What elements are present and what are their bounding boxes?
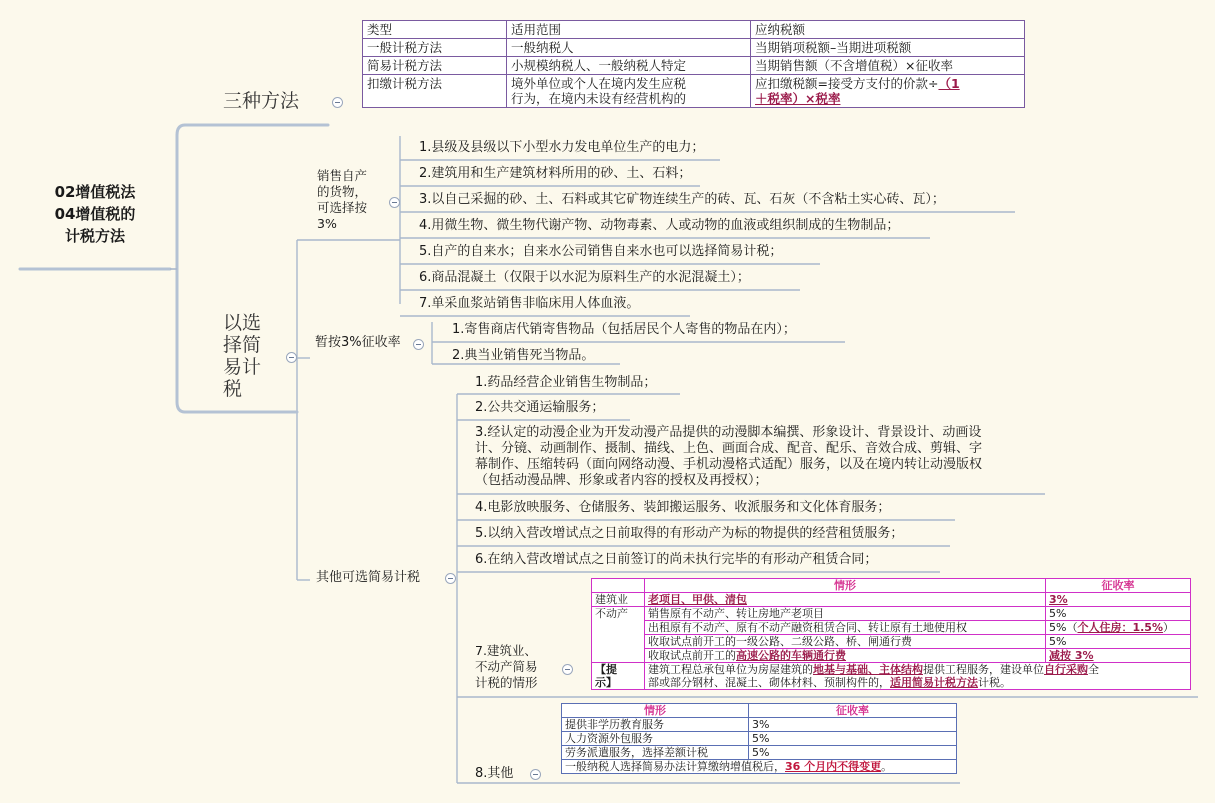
ot-note-text: 一般纳税人选择简易办法计算缴纳增值税后， — [565, 760, 785, 773]
cell-formula — [751, 75, 1025, 108]
item7-line-2: 不动产简易 — [475, 659, 538, 674]
ct-header-situation: 情形 — [645, 579, 1046, 593]
goods-item-1[interactable]: 1.县级及县级以下小型水力发电单位生产的电力； — [419, 140, 705, 155]
tip-text: 提供工程服务，建设单位 — [923, 663, 1044, 676]
goods-topic[interactable] — [317, 168, 367, 232]
ct-tip-label — [592, 663, 645, 690]
goods-item-7[interactable]: 7.单采血浆站销售非临床用人体血液。 — [419, 296, 640, 311]
item7-line-1: 7.建筑业、 — [475, 643, 537, 658]
other-item-1[interactable]: 1.药品经营企业销售生物制品； — [475, 375, 657, 390]
temp-topic[interactable]: 暂按3%征收率 — [315, 335, 401, 350]
ct-estate-rate — [1046, 621, 1191, 635]
temp-item-2[interactable]: 2.典当业销售死当物品。 — [452, 348, 595, 363]
goods-item-6[interactable]: 6.商品混凝土（仅限于以水泥为原料生产的水泥混凝土）； — [419, 270, 750, 285]
cell-type: 一般计税方法 — [363, 39, 507, 57]
ct-estate-situation — [645, 649, 1046, 663]
ot-rate: 5% — [749, 732, 957, 746]
ct-estate-situation: 收取试点前开工的一级公路、二级公路、桥、闸通行费 — [645, 635, 1046, 649]
ct-estate-rate: 5% — [1046, 635, 1191, 649]
ct-header-rate: 征收率 — [1046, 579, 1191, 593]
goods-item-4[interactable]: 4.用微生物、微生物代谢产物、动物毒素、人或动物的血液或组织制成的生物制品； — [419, 218, 900, 233]
tip-text: 建筑工程总承包单位为房屋建筑的 — [648, 663, 813, 676]
ct-build-situation: 老项目、甲供、清包 — [645, 593, 1046, 607]
temp-item-1[interactable]: 1.寄售商店代销寄售物品（包括居民个人寄售的物品在内）； — [452, 322, 796, 337]
tip-text: 计税。 — [978, 676, 1011, 689]
ot-situation: 人力资源外包服务 — [562, 732, 749, 746]
other-item-3-line-4: （包括动漫品牌、形象或者内容的授权及再授权）； — [475, 473, 768, 488]
ct-estate-rate: 5% — [1046, 607, 1191, 621]
ot-note-hl: 36 个月内不得变更 — [785, 760, 882, 773]
ct-estate-situation: 出租原有不动产、原有不动产融资租赁合同、转让原有土地使用权 — [645, 621, 1046, 635]
methods-topic[interactable]: 三种方法 — [223, 90, 300, 112]
collapse-other-icon[interactable] — [445, 573, 456, 584]
other-item-4[interactable]: 4.电影放映服务、仓储服务、装卸搬运服务、收派服务和文化体育服务； — [475, 500, 891, 515]
withhold-formula-hl: （1 — [938, 76, 960, 91]
tip-hl: 地基与基础、主体结构 — [813, 663, 923, 676]
th-type: 类型 — [363, 21, 507, 39]
other-rate-table — [561, 703, 957, 774]
goods-item-2[interactable]: 2.建筑用和生产建筑材料所用的砂、土、石料； — [419, 166, 692, 181]
optional-line-2: 择简 — [223, 334, 262, 356]
other-topic[interactable]: 其他可选简易计税 — [316, 570, 421, 585]
tip-hl: 适用简易计税方法 — [890, 676, 978, 689]
ot-note — [562, 760, 957, 774]
item8-topic[interactable]: 8.其他 — [475, 766, 514, 781]
withhold-formula-hl-2: ＋税率）×税率 — [755, 91, 841, 106]
root-topic[interactable] — [20, 181, 170, 247]
other-item-3-line-3: 幕制作、压缩转码（面向网络动漫、手机动漫格式适配）服务，以及在境内转让动漫版权 — [475, 457, 983, 472]
withhold-formula: 应扣缴税额=接受方支付的价款÷ — [755, 76, 939, 91]
ot-note-tail: 。 — [881, 760, 893, 773]
cell-scope: 一般纳税人 — [507, 39, 751, 57]
th-scope: 适用范围 — [507, 21, 751, 39]
other-item-3-line-2: 计、分镜、动画制作、摄制、描线、上色、画面合成、配音、配乐、音效合成、剪辑、字 — [475, 441, 983, 456]
root-line-2: 04增值税的 — [54, 205, 136, 223]
ct-build-rate: 3% — [1046, 593, 1191, 607]
ct-rate-tail: ） — [1162, 621, 1174, 634]
optional-line-1: 以选 — [223, 312, 262, 334]
other-item-6[interactable]: 6.在纳入营改增试点之日前签订的尚未执行完毕的有形动产租赁合同； — [475, 552, 878, 567]
collapse-goods-icon[interactable] — [389, 197, 400, 208]
optional-line-3: 易计 — [223, 356, 262, 378]
other-item-3-line-1: 3.经认定的动漫企业为开发动漫产品提供的动漫脚本编撰、形象设计、背景设计、动画设 — [475, 425, 982, 440]
scope-line-2: 行为，在境内未设有经营机构的 — [511, 91, 687, 106]
tip-text: 部或部分钢材、混凝土、砌体材料、预制构件的， — [648, 676, 890, 689]
goods-line-4: 3% — [317, 216, 337, 231]
th-formula: 应纳税额 — [751, 21, 1025, 39]
collapse-item8-icon[interactable] — [530, 769, 541, 780]
other-item-5[interactable]: 5.以纳入营改增试点之日前取得的有形动产为标的物提供的经营租赁服务； — [475, 526, 904, 541]
ct-situation-prefix: 收取试点前开工的 — [648, 649, 736, 662]
item7-line-3: 计税的情形 — [475, 675, 538, 690]
goods-item-3[interactable]: 3.以自己采掘的砂、土、石料或其它矿物连续生产的砖、瓦、石灰（不含粘土实心砖、瓦）； — [419, 192, 945, 207]
construction-table — [591, 578, 1191, 690]
ct-build-label: 建筑业 — [592, 593, 645, 607]
collapse-temp-icon[interactable] — [413, 339, 424, 350]
ct-estate-situation: 销售原有不动产、转让房地产老项目 — [645, 607, 1046, 621]
goods-line-3: 可选择按 — [317, 200, 368, 215]
ot-rate: 5% — [749, 746, 957, 760]
scope-line-1: 境外单位或个人在境内发生应税 — [511, 76, 687, 91]
collapse-methods-icon[interactable] — [332, 97, 343, 108]
root-line-1: 02增值税法 — [54, 183, 136, 201]
optional-line-4: 税 — [223, 378, 243, 400]
tip-label-1: 【提 — [595, 663, 617, 676]
ct-rate-hl: 个人住房：1.5% — [1077, 621, 1163, 634]
goods-line-1: 销售自产 — [317, 168, 368, 183]
methods-table — [362, 20, 1025, 108]
ot-situation: 劳务派遣服务，选择差额计税 — [562, 746, 749, 760]
ct-estate-label: 不动产 — [592, 607, 645, 663]
optional-topic[interactable] — [223, 312, 261, 400]
cell-formula: 当期销售额（不含增值税）×征收率 — [751, 57, 1025, 75]
ct-tip-text — [645, 663, 1191, 690]
tip-hl: 自行采购 — [1044, 663, 1088, 676]
collapse-item7-icon[interactable] — [562, 664, 573, 675]
ct-estate-rate: 减按 3% — [1046, 649, 1191, 663]
tip-label-2: 示】 — [595, 676, 617, 689]
collapse-optional-icon[interactable] — [286, 352, 297, 363]
cell-scope — [507, 75, 751, 108]
cell-scope: 小规模纳税人、一般纳税人特定 — [507, 57, 751, 75]
ot-rate: 3% — [749, 718, 957, 732]
cell-type: 扣缴计税方法 — [363, 75, 507, 108]
cell-formula: 当期销项税额–当期进项税额 — [751, 39, 1025, 57]
other-item-2[interactable]: 2.公共交通运输服务； — [475, 400, 605, 415]
ot-header-rate: 征收率 — [749, 704, 957, 718]
ot-situation: 提供非学历教育服务 — [562, 718, 749, 732]
goods-line-2: 的货物， — [317, 184, 368, 199]
tip-text: 全 — [1088, 663, 1099, 676]
ct-situation-hl: 高速公路的车辆通行费 — [736, 649, 846, 662]
root-line-3: 计税方法 — [64, 227, 125, 245]
ct-rate-prefix: 5%（ — [1049, 621, 1078, 634]
ot-header-situation: 情形 — [562, 704, 749, 718]
other-item-3[interactable] — [475, 425, 982, 489]
cell-type: 简易计税方法 — [363, 57, 507, 75]
item7-topic[interactable] — [475, 643, 538, 691]
goods-item-5[interactable]: 5.自产的自来水；自来水公司销售自来水也可以选择简易计税； — [419, 244, 783, 259]
